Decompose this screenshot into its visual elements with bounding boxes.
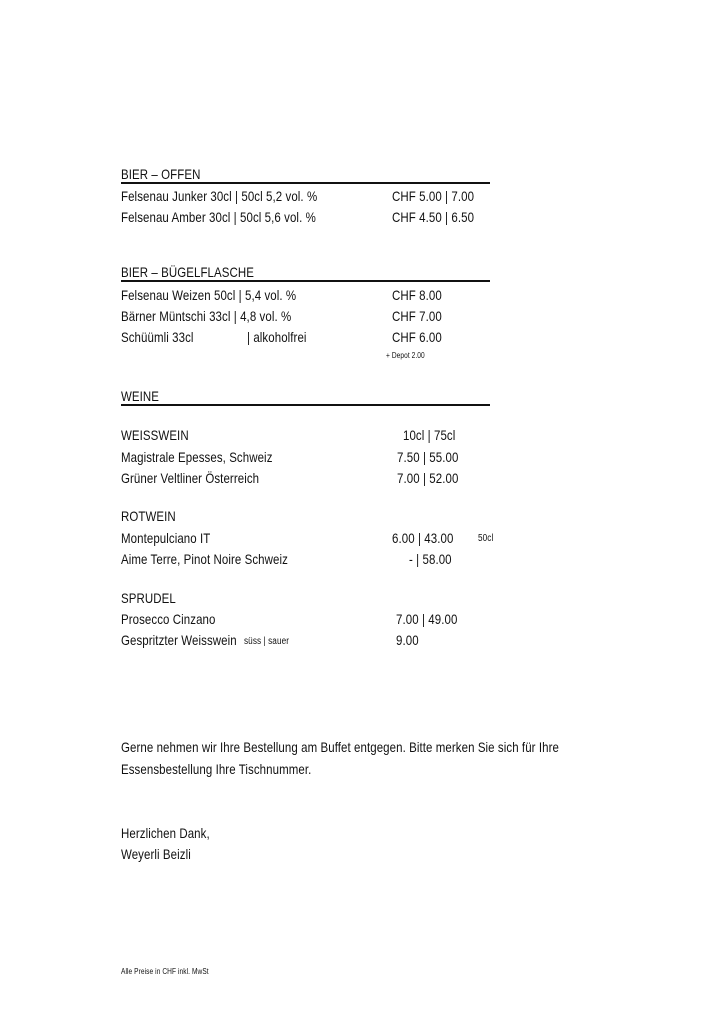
menu-item-price: 9.00 — [396, 632, 419, 648]
menu-item-name: Aime Terre, Pinot Noire Schweiz — [121, 551, 288, 567]
subsection-heading-weisswein: WEISSWEIN — [121, 427, 189, 443]
subsection-heading-sprudel: SPRUDEL — [121, 590, 176, 606]
menu-item-name: Bärner Müntschi 33cl | 4,8 vol. % — [121, 308, 292, 324]
menu-item-detail: | alkoholfrei — [247, 329, 307, 345]
subsection-heading-rotwein: ROTWEIN — [121, 508, 176, 524]
menu-item-name: Grüner Veltliner Österreich — [121, 470, 260, 486]
menu-item-note: süss | sauer — [244, 636, 290, 647]
menu-item-price: CHF 8.00 — [392, 287, 442, 303]
menu-item-volume: 50cl — [478, 533, 494, 544]
menu-item-name: Prosecco Cinzano — [121, 611, 216, 627]
menu-item-price: 7.50 | 55.00 — [397, 449, 459, 465]
ordering-note-line-1: Gerne nehmen wir Ihre Bestellung am Buffet entgegen. Bitte merken Sie sich für Ihre — [121, 739, 559, 755]
section-rule — [121, 182, 490, 184]
depot-note: + Depot 2.00 — [386, 351, 425, 360]
menu-item-name: Magistrale Epesses, Schweiz — [121, 449, 273, 465]
menu-item-price: 7.00 | 52.00 — [397, 470, 459, 486]
section-heading-weine: WEINE — [121, 388, 160, 404]
menu-item-name: Schüümli 33cl — [121, 329, 194, 345]
menu-item-name: Montepulciano IT — [121, 530, 211, 546]
thanks-text: Herzlichen Dank, — [121, 825, 210, 841]
price-header: 10cl | 75cl — [403, 427, 456, 443]
menu-item-price: CHF 5.00 | 7.00 — [392, 188, 475, 204]
menu-item-name: Felsenau Junker 30cl | 50cl 5,2 vol. % — [121, 188, 318, 204]
menu-item-price: - | 58.00 — [409, 551, 452, 567]
section-rule — [121, 280, 490, 282]
menu-item-name: Gespritzter Weisswein — [121, 632, 237, 648]
menu-item-price: 6.00 | 43.00 — [392, 530, 454, 546]
section-rule — [121, 404, 490, 406]
section-heading-bier-buegelflasche: BIER – BÜGELFLASCHE — [121, 264, 254, 280]
menu-item-name: Felsenau Amber 30cl | 50cl 5,6 vol. % — [121, 209, 316, 225]
menu-item-price: 7.00 | 49.00 — [396, 611, 458, 627]
vat-small-print: Alle Preise in CHF inkl. MwSt — [121, 967, 209, 976]
signature-text: Weyerli Beizli — [121, 846, 191, 862]
ordering-note-line-2: Essensbestellung Ihre Tischnummer. — [121, 761, 312, 777]
menu-item-price: CHF 6.00 — [392, 329, 442, 345]
menu-item-name: Felsenau Weizen 50cl | 5,4 vol. % — [121, 287, 297, 303]
menu-item-price: CHF 7.00 — [392, 308, 442, 324]
section-heading-bier-offen: BIER – OFFEN — [121, 166, 201, 182]
menu-item-price: CHF 4.50 | 6.50 — [392, 209, 475, 225]
